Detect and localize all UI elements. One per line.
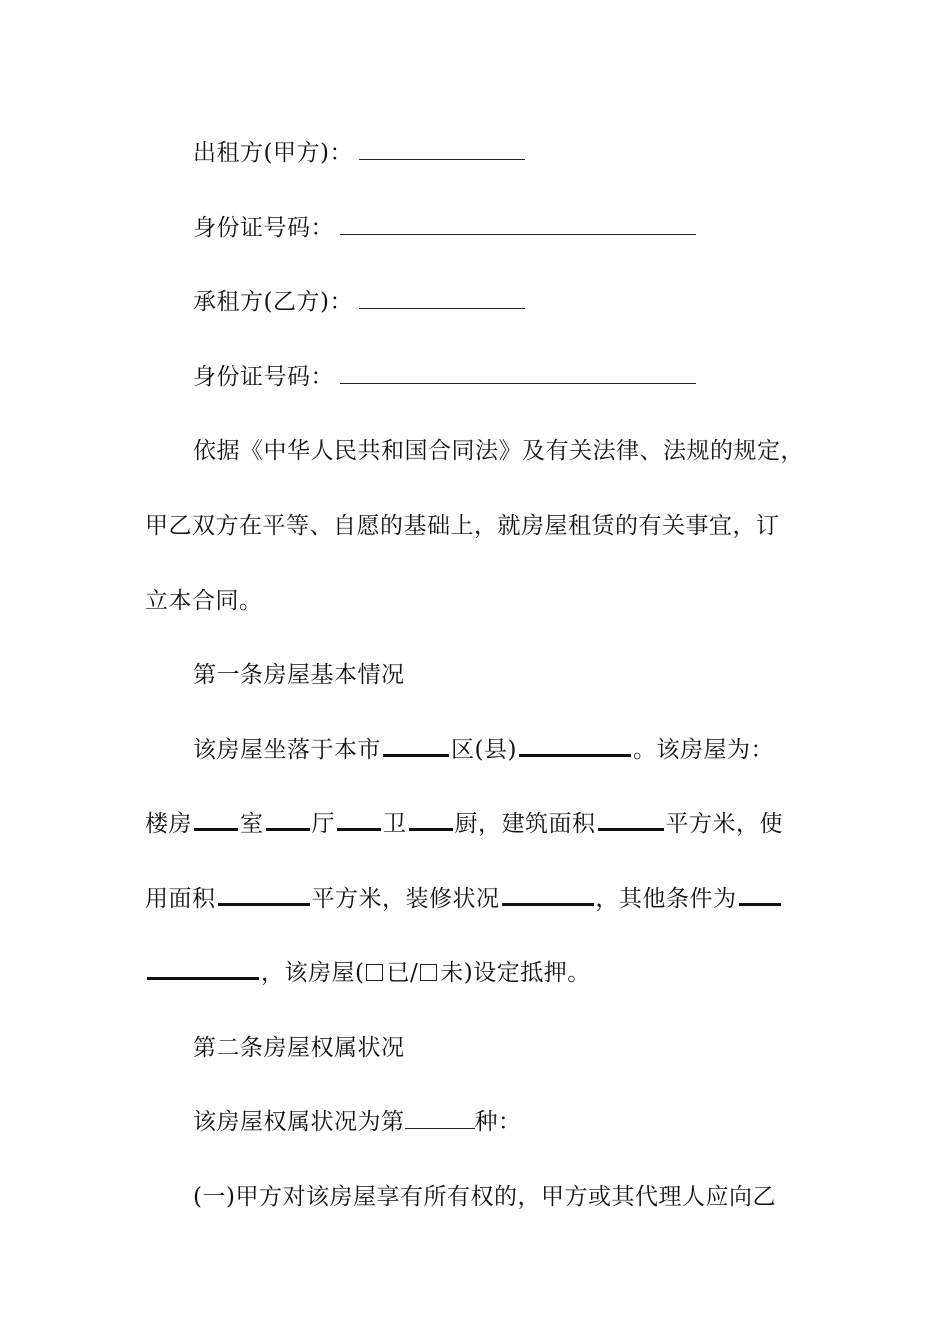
article-1-title: 第一条房屋基本情况	[193, 662, 405, 688]
usable-area-blank[interactable]	[218, 881, 310, 906]
lessee-id-label: 身份证号码：	[193, 364, 334, 390]
text-segment: 已/	[386, 960, 419, 986]
article-1-line-3	[145, 881, 783, 917]
text-segment: ，该房屋(	[261, 960, 365, 986]
lessor-label: 出租方(甲方)：	[193, 140, 353, 166]
preamble-line-3: 立本合同。	[145, 588, 263, 614]
lessee-blank[interactable]	[359, 286, 525, 309]
preamble-line-1: 依据《中华人民共和国合同法》及有关法律、法规的规定，	[193, 438, 804, 464]
district-blank[interactable]	[383, 732, 449, 757]
room-count-blank[interactable]	[194, 806, 238, 831]
preamble-line-2: 甲乙双方在平等、自愿的基础上，就房屋租赁的有关事宜，订	[145, 513, 780, 539]
decoration-blank[interactable]	[502, 881, 594, 906]
lessee-id-blank[interactable]	[340, 361, 696, 384]
other-conditions-blank-cont[interactable]	[147, 955, 259, 980]
text-segment: 用面积	[145, 886, 216, 912]
text-segment: ，其他条件为	[595, 886, 737, 912]
text-segment: 未)设定抵押。	[440, 960, 591, 986]
article-2-line-1	[193, 1104, 522, 1140]
bath-count-blank[interactable]	[337, 806, 381, 831]
text-segment: 室	[240, 811, 264, 837]
text-segment: 卫	[383, 811, 407, 837]
article-2-line-2: (一)甲方对该房屋享有所有权的，甲方或其代理人应向乙	[193, 1184, 776, 1210]
text-segment: 该房屋坐落于本市	[193, 737, 381, 763]
text-segment: 平方米，装修状况	[311, 886, 500, 912]
lessor-id-blank[interactable]	[340, 212, 696, 235]
text-segment: 区(县)	[451, 737, 517, 763]
ownership-type-blank[interactable]	[405, 1106, 475, 1129]
article-1-line-2	[145, 806, 783, 842]
lessee-line	[193, 284, 525, 320]
floor-area-blank[interactable]	[598, 806, 664, 831]
lessor-id-line	[193, 210, 696, 246]
text-segment: 厨，建筑面积	[454, 811, 596, 837]
text-segment: 厅	[311, 811, 335, 837]
lessee-id-line	[193, 359, 696, 395]
kitchen-count-blank[interactable]	[409, 806, 453, 831]
lessor-id-label: 身份证号码：	[193, 215, 334, 241]
text-segment: 种：	[474, 1109, 522, 1135]
lessee-label: 承租方(乙方)：	[193, 289, 353, 315]
checkbox-mortgaged[interactable]	[366, 964, 383, 981]
text-segment: 楼房	[145, 811, 192, 837]
other-conditions-blank[interactable]	[739, 881, 781, 906]
checkbox-not-mortgaged[interactable]	[420, 964, 437, 981]
text-segment: 平方米，使	[665, 811, 783, 837]
text-segment: 该房屋权属状况为第	[193, 1109, 405, 1135]
article-1-line-4	[145, 955, 591, 991]
article-1-line-1	[193, 732, 774, 768]
lessor-blank[interactable]	[359, 137, 525, 160]
text-segment: 。该房屋为：	[632, 737, 774, 763]
address-blank[interactable]	[519, 732, 631, 757]
hall-count-blank[interactable]	[266, 806, 310, 831]
lessor-line	[193, 135, 525, 171]
article-2-title: 第二条房屋权属状况	[193, 1035, 405, 1061]
